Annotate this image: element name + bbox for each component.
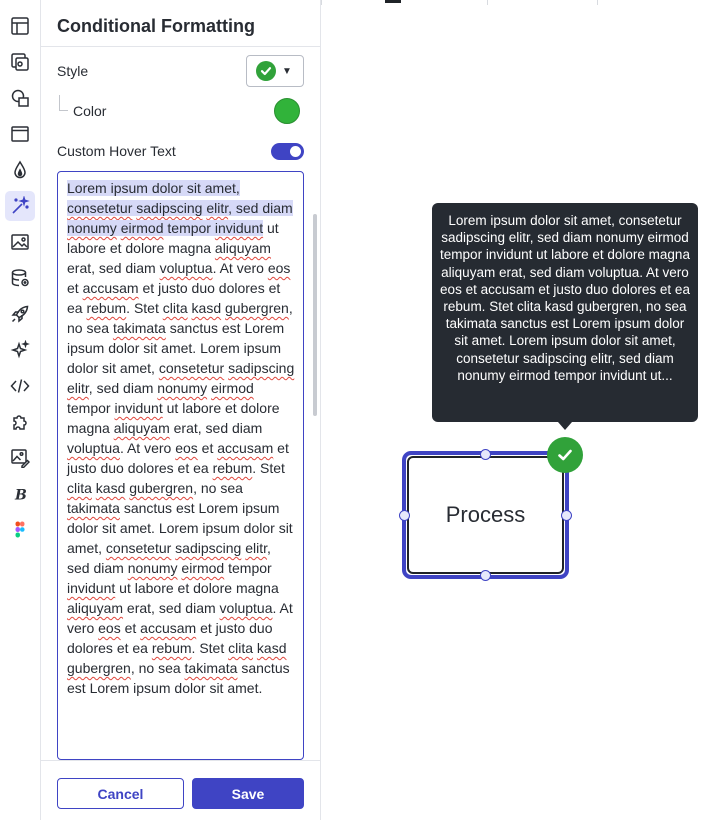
check-circle-icon <box>256 61 276 81</box>
diagram-canvas[interactable] <box>321 0 719 820</box>
resize-handle-bottom[interactable] <box>480 570 491 581</box>
left-icon-rail <box>0 0 41 820</box>
resize-handle-top[interactable] <box>480 449 491 460</box>
hover-text-input[interactable] <box>57 171 304 760</box>
figma-icon[interactable] <box>5 515 35 545</box>
ruler-tick <box>487 0 488 5</box>
color-label: Color <box>73 103 107 119</box>
code-icon[interactable] <box>5 371 35 401</box>
process-shape[interactable] <box>402 451 569 579</box>
tooltip-arrow <box>558 422 572 430</box>
ruler-tick <box>597 0 598 5</box>
resize-handle-right[interactable] <box>561 510 572 521</box>
sparkle-icon[interactable] <box>5 335 35 365</box>
bold-b-icon[interactable] <box>5 479 35 509</box>
conditional-formatting-panel <box>41 0 321 820</box>
database-icon[interactable] <box>5 263 35 293</box>
resize-handle-left[interactable] <box>399 510 410 521</box>
layout-icon[interactable] <box>5 11 35 41</box>
ruler-tick <box>321 0 322 5</box>
svg-text:B: B <box>15 487 27 504</box>
panel-title: Conditional Formatting <box>57 16 255 36</box>
chevron-down-icon: ▼ <box>282 65 292 77</box>
panel-scrollbar[interactable] <box>313 214 317 416</box>
frame-icon[interactable] <box>5 119 35 149</box>
condition-badge-icon[interactable] <box>547 437 583 473</box>
tree-connector <box>59 95 68 111</box>
tooltip-text: Lorem ipsum dolor sit amet, consetetur sadipscing elitr, sed diam nonumy eirmod tempor invidunt ut labore et dolore magna aliquyam erat, sed diam voluptua. At vero eos et accusam et justo duo dolores et ea rebum. Stet clita kasd gubergren, no sea takimata sanctus est Lorem ipsum dolor sit amet. Lorem ipsum dolor sit amet, consetetur sadipscing elitr, sed diam nonumy eirmod tempor invidunt ut... <box>440 213 690 383</box>
shapes-icon[interactable] <box>5 83 35 113</box>
image-edit-icon[interactable] <box>5 443 35 473</box>
ruler-marker <box>385 0 401 3</box>
style-label: Style <box>57 63 89 79</box>
puzzle-icon[interactable] <box>5 407 35 437</box>
process-label: Process <box>407 456 564 574</box>
magic-wand-icon[interactable] <box>5 191 35 221</box>
color-swatch[interactable] <box>274 98 300 124</box>
save-button[interactable]: Save <box>192 778 304 809</box>
shapes-library-icon[interactable] <box>5 47 35 77</box>
hover-tooltip <box>432 203 698 422</box>
hover-text-content: Lorem ipsum dolor sit amet, consetetur sadipscing elitr, sed diam nonumy eirmod tempor invidunt ut labore et dolore magna aliquyam erat, sed diam voluptua. At vero eos et accusam et justo duo dolores et ea rebum. Stet clita kasd gubergren, no sea takimata sanctus est Lorem ipsum dolor sit amet. Lorem ipsum dolor sit amet, consetetur sadipscing elitr, sed diam nonumy eirmod tempor invidunt ut labore et dolore magna aliquyam erat, sed diam voluptua. At vero eos et accusam et justo duo dolores et ea rebum. Stet clita kasd gubergren, no sea takimata sanctus est Lorem ipsum dolor sit amet. Lorem ipsum dolor sit amet, consetetur sadipscing elitr, sed diam nonumy eirmod tempor invidunt ut labore et dolore magna aliquyam erat, sed diam voluptua. At vero eos et accusam et justo duo dolores et ea rebum. Stet clita kasd gubergren, no sea takimata sanctus est Lorem ipsum dolor sit amet. <box>67 180 295 696</box>
hover-text-toggle[interactable] <box>271 143 304 160</box>
style-select[interactable] <box>246 55 304 87</box>
image-icon[interactable] <box>5 227 35 257</box>
selected-text: Lorem ipsum dolor sit amet, consetetur sadipscing elitr, sed diam nonumy eirmod tempor invidunt <box>67 180 293 236</box>
cancel-button[interactable]: Cancel <box>57 778 184 809</box>
rocket-icon[interactable] <box>5 299 35 329</box>
fill-drop-icon[interactable] <box>5 155 35 185</box>
hover-text-label: Custom Hover Text <box>57 143 176 159</box>
panel-footer <box>41 760 320 820</box>
divider <box>41 46 320 47</box>
